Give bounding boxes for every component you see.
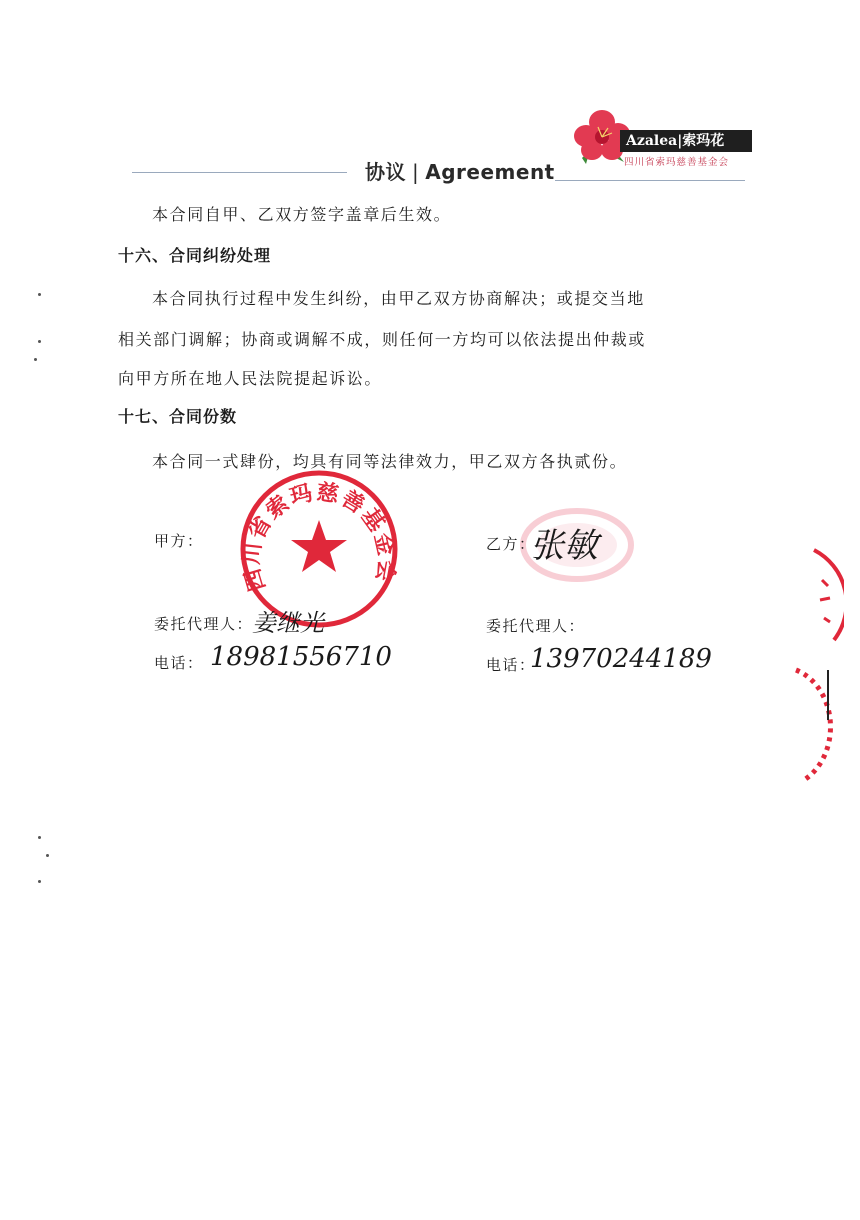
section-16-line: 相关部门调解；协商或调解不成，则任何一方均可以依法提出仲裁或	[118, 330, 647, 349]
foundation-logo	[572, 106, 752, 172]
party-a-phone: 18981556710	[210, 642, 392, 672]
scan-speck	[34, 358, 37, 361]
scan-speck	[38, 293, 41, 296]
header-rule-left	[132, 172, 347, 173]
section-17-heading: 十七、合同份数	[118, 407, 238, 426]
title-en: Agreement	[425, 160, 555, 184]
scan-speck	[38, 340, 41, 343]
logo-name-cn: 索玛花	[682, 133, 725, 149]
page-edge-seal	[784, 540, 844, 790]
page-title	[365, 156, 555, 185]
party-a-agent-label: 委托代理人：	[154, 615, 254, 633]
scan-speck	[46, 854, 49, 857]
section-16-line: 本合同执行过程中发生纠纷，由甲乙双方协商解决；或提交当地	[152, 289, 645, 308]
title-cn: 协议	[365, 160, 406, 184]
scan-speck	[38, 880, 41, 883]
section-16-heading: 十六、合同纠纷处理	[118, 246, 272, 265]
party-a-label: 甲方：	[154, 532, 204, 550]
party-b-signature: 张敏	[530, 526, 598, 566]
title-separator: |	[412, 160, 420, 184]
header-rule-right	[555, 180, 745, 181]
logo-wordmark: Azalea|索玛花	[620, 130, 752, 152]
party-a-agent-signature: 姜继光	[252, 609, 324, 637]
scan-speck	[38, 836, 41, 839]
party-b-phone-label: 电话：	[486, 656, 536, 674]
party-b-label: 乙方：	[486, 535, 536, 553]
effect-clause: 本合同自甲、乙双方签字盖章后生效。	[152, 205, 452, 224]
seal-text: 四川省索玛慈善基金会	[238, 478, 400, 595]
logo-org-name: 四川省索玛慈善基金会	[624, 157, 730, 168]
section-17-line: 本合同一式肆份，均具有同等法律效力，甲乙双方各执贰份。	[152, 452, 628, 471]
party-b-phone: 13970244189	[530, 644, 712, 674]
logo-name-en: Azalea	[626, 133, 678, 149]
party-b-agent-label: 委托代理人：	[486, 617, 586, 635]
section-16-line: 向甲方所在地人民法院提起诉讼。	[118, 369, 383, 388]
party-a-phone-label: 电话：	[154, 654, 204, 672]
